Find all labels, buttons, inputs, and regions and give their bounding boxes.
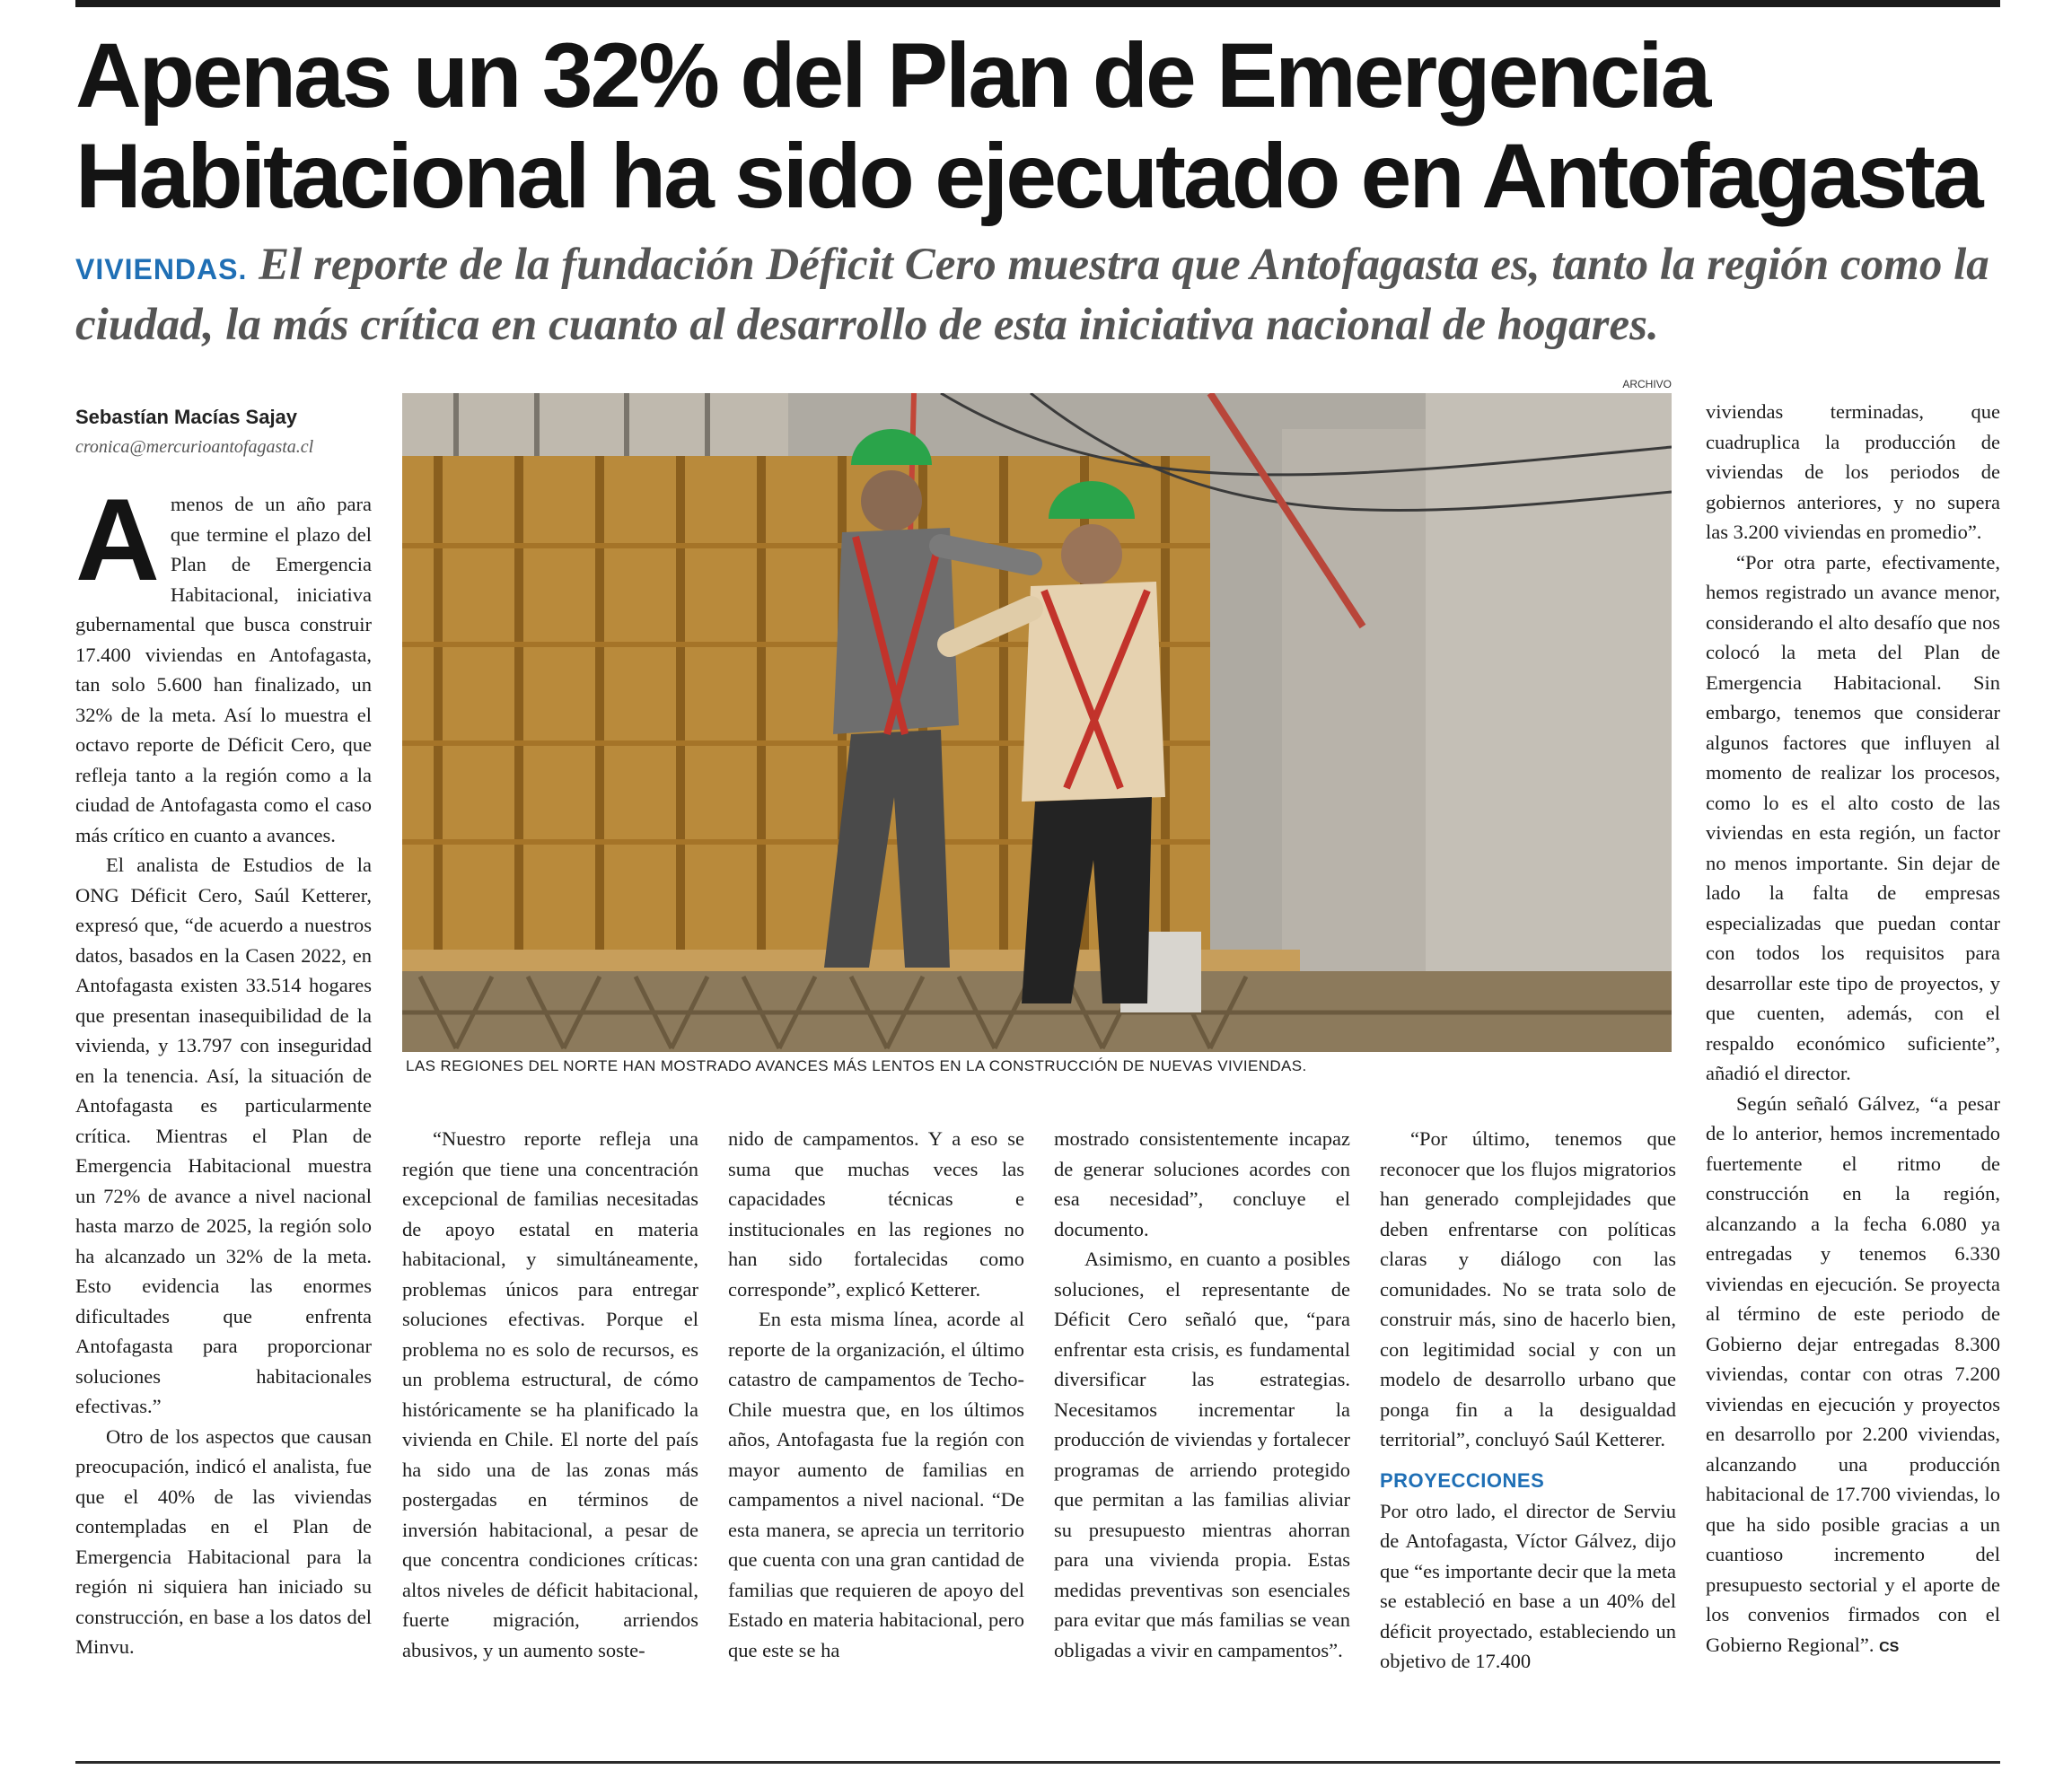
kicker: VIVIENDAS. (75, 253, 248, 285)
deck (75, 237, 2015, 353)
author-email: cronica@mercurioantofagasta.cl (75, 437, 314, 457)
paragraph-text: menos de un año para que termine el plazo del Plan de Emergencia Habitacional, iniciativa gubernamental que busca construir 17.400 viviendas en Antofagasta, tan solo 5.600 han finalizado, un 32% de la meta. Así lo muestra el octavo reporte de Déficit Cero, que refleja tanto a la región como a la ciudad de Antofagasta como el caso más crítico en cuanto a avances. (75, 493, 372, 846)
construction-workers-illustration (402, 393, 1672, 1052)
paragraph: mostrado consistentemente incapaz de generar soluciones acordes con esa necesidad”, concluye el documento. (1054, 1127, 1350, 1240)
column-1 (75, 474, 372, 1662)
deck-text: El reporte de la fundación Déficit Cero muestra que Antofagasta es, tanto la región como la ciudad, la más crítica en cuanto al desarrollo de esta iniciativa nacional de hogares. (75, 240, 1989, 350)
article-photo (402, 393, 1672, 1052)
paragraph: En esta misma línea, acorde al reporte de la organización, el último catastro de campamentos de Techo-Chile muestra que, en los últimos años, Antofagasta fue la región con mayor aumento de familias en campamentos a nivel nacional. “De esta manera, se aprecia un territorio que cuenta con una gran cantidad de familias que requieren de apoyo del Estado en materia habitacional, pero que este se ha (728, 1308, 1024, 1661)
paragraph: “Nuestro reporte refleja una región que tiene una concentración excepcional de familias necesitadas de apoyo estatal en materia habitacional, y simultáneamente, problemas únicos para entregar soluciones efectivas. Porque el problema no es solo de recursos, es un problema estructural, de cómo históricamente se ha planificado la vivienda en Chile. El norte del país ha sido una de las zonas más postergadas en términos de inversión habitacional, a pesar de que concentra condiciones críticas: altos niveles de déficit habitacional, fuerte migración, arriendos abusivos, y un aumento soste- (402, 1127, 698, 1661)
headline (75, 25, 2015, 226)
paragraph (75, 474, 372, 850)
end-mark: CS (1879, 1639, 1900, 1655)
headline-line-2: Habitacional ha sido ejecutado en Antofagasta (75, 125, 1981, 227)
photo-credit: ARCHIVO (1622, 378, 1672, 390)
paragraph: “Por último, tenemos que reconocer que los flujos migratorios han generado complejidades que deben enfrentarse con políticas claras y diálogo con las comunidades. No se trata solo de construir más, sino de hacerlo bien, con legitimidad social y con un modelo de desarrollo urbano que ponga fin a la desigualdad territorial”, concluyó Saúl Ketterer. (1380, 1127, 1676, 1450)
column-6 (1706, 397, 2000, 1662)
author-name: Sebastían Macías Sajay (75, 406, 298, 428)
paragraph: Otro de los aspectos que causan preocupación, indicó el analista, fue que el 40% de las viviendas contempladas en el Plan de Emergencia Habitacional para la región ni siquiera han iniciado su construcción, en base a los datos del Minvu. (75, 1424, 372, 1658)
subhead: PROYECCIONES (1380, 1468, 1545, 1492)
column-4 (1054, 1124, 1350, 1665)
paragraph (1706, 1089, 2000, 1663)
headline-line-1: Apenas un 32% del Plan de Emergencia (75, 24, 1709, 127)
paragraph-text: Según señaló Gálvez, “a pesar de lo anterior, hemos incrementado fuertemente el ritmo de construcción en la región, alcanzando a la fecha 6.080 ya entregadas y tenemos 6.330 viviendas en ejecución. Se proyecta al término de este periodo de Gobierno dejar entregadas 8.300 viviendas, contar con otras 7.200 viviendas en ejecución y proyectos en desarrollo por 2.200 viviendas, alcanzando una producción habitacional de 17.700 viviendas, lo que ha sido posible gracias a un cuantioso incremento del presupuesto sectorial y el aporte de los convenios firmados con el Gobierno Regional”. (1706, 1091, 2000, 1656)
paragraph: El analista de Estudios de la ONG Déficit Cero, Saúl Ketterer, expresó que, “de acuerdo a nuestros datos, basados en la Casen 2022, en Antofagasta existen 33.514 hogares que presentan inasequibilidad de la vivienda, y 13.797 con inseguridad en la tenencia. Así, la situación de Antofagasta es particularmente crítica. Mientras el Plan de Emergencia Habitacional muestra un 72% de avance a nivel nacional hasta marzo de 2025, la región solo ha alcanzado un 32% de la meta. Esto evidencia las enormes dificultades que enfrenta Antofagasta para proporcionar soluciones habitacionales efectivas.” (75, 854, 372, 1417)
paragraph: “Por otra parte, efectivamente, hemos registrado un avance menor, considerando el alto desafío que nos colocó la meta del Plan de Emergencia Habitacional. Sin embargo, tenemos que considerar algunos factores que influyen al momento de realizar los procesos, como lo es el alto costo de las viviendas en esta región, un factor no menos importante. Sin dejar de lado la falta de empresas especializadas que puedan contar con todos los requisitos para desarrollar este tipo de proyectos, y que cuenten, además, con el respaldo económico suficiente”, añadió el director. (1706, 550, 2000, 1084)
paragraph: Por otro lado, el director de Serviu de Antofagasta, Víctor Gálvez, dijo que “es importante decir que la meta se estableció en base a un 40% del déficit proyectado, estableciendo un objetivo de 17.400 (1380, 1499, 1676, 1672)
column-5 (1380, 1124, 1676, 1677)
byline (75, 402, 381, 461)
paragraph: Asimismo, en cuanto a posibles soluciones, el representante de Déficit Cero señaló que, “para enfrentar esta crisis, es fundamental diversificar las estrategias. Necesitamos incrementar la producción de viviendas y fortalecer programas de arriendo protegido que permitan a las familias aliviar su presupuesto mientras ahorran para una vivienda propia. Estas medidas preventivas son esenciales para evitar que más familias se vean obligadas a vivir en campamentos”. (1054, 1248, 1350, 1661)
paragraph: nido de campamentos. Y a eso se suma que muchas veces las capacidades técnicas e institucionales en las regiones no han sido fortalecidas como corresponde”, explicó Ketterer. (728, 1127, 1024, 1301)
bottom-rule (75, 1761, 2000, 1764)
top-rule (75, 0, 2000, 7)
paragraph: viviendas terminadas, que cuadruplica la producción de viviendas de los periodos de gobiernos anteriores, y no supera las 3.200 viviendas en promedio”. (1706, 400, 2000, 543)
drop-cap: A (75, 474, 160, 605)
photo-caption: LAS REGIONES DEL NORTE HAN MOSTRADO AVANCES MÁS LENTOS EN LA CONSTRUCCIÓN DE NUEVAS VIVIENDAS. (406, 1057, 1307, 1074)
column-3 (728, 1124, 1024, 1665)
column-2 (402, 1124, 698, 1665)
